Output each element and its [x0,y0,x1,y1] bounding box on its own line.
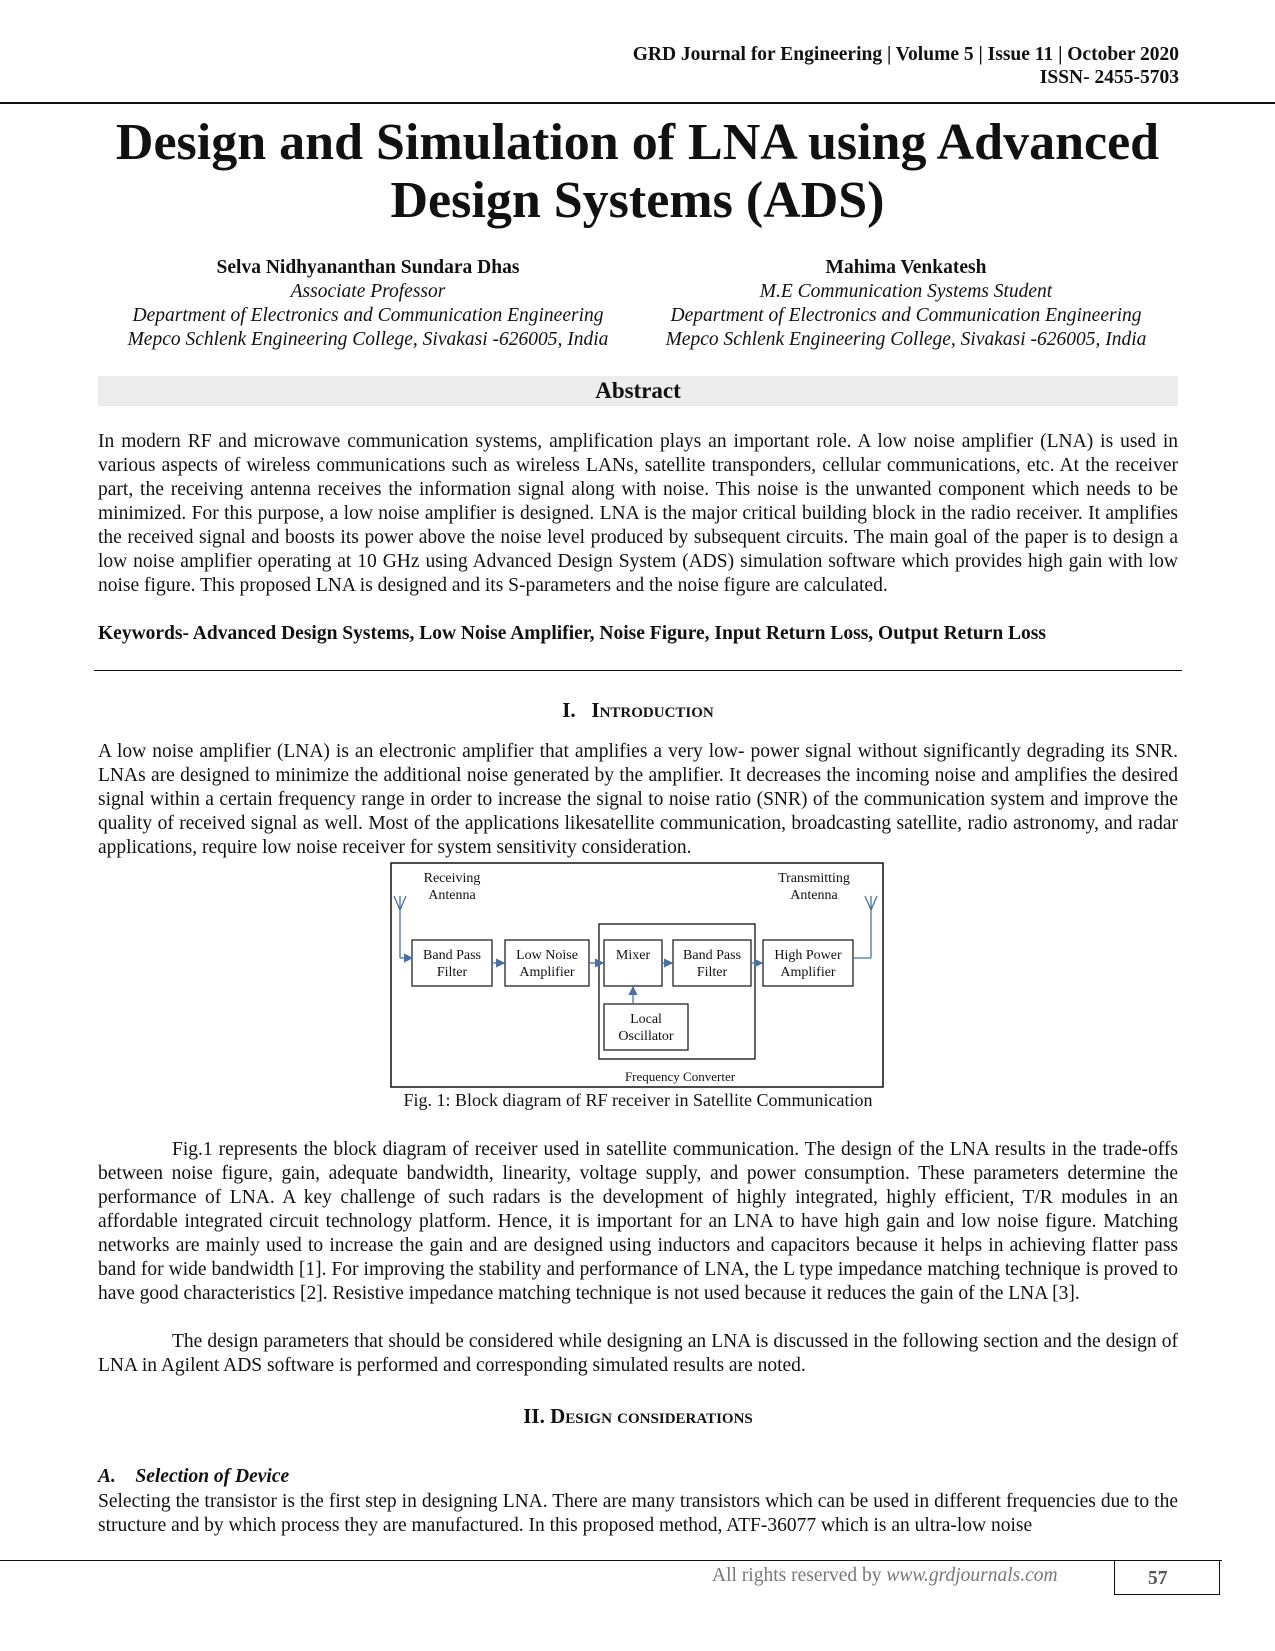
subsection-title: Selection of Device [135,1466,290,1487]
author-institution: Mepco Schlenk Engineering College, Sivakasi -626005, India [127,329,609,350]
header-rule [0,102,1275,104]
mixer-label: Mixer [615,948,651,963]
lna-label-1: Low Noise [516,948,578,963]
journal-header: GRD Journal for Engineering | Volume 5 | Issue 11 | October 2020 [632,44,1179,65]
receiving-antenna-icon [394,896,406,958]
author-department: Department of Electronics and Communication Engineering [132,305,604,326]
hpa-label-2: Amplifier [780,965,836,980]
title-line-1: Design and Simulation of LNA using Advanced [115,114,1160,171]
design-paragraph-1: Selecting the transistor is the first step in designing LNA. There are many transistors which can be used in different frequencies due to the structure and by which process they are manufactured. In this proposed method, ATF-36077 which is an ultra-low noise [98,1491,1178,1536]
receiving-antenna-label-2: Antenna [428,888,476,903]
intro-paragraph-3-text: The design parameters that should be considered while designing an LNA is discussed in the following section and the design of LNA in Agilent ADS software is performed and corresponding simulated results are noted. [98,1331,1178,1376]
figure-1-caption: Fig. 1: Block diagram of RF receiver in Satellite Communication [403,1090,873,1110]
section-numeral: II. [523,1404,545,1428]
intro-paragraph-2-text: Fig.1 represents the block diagram of receiver used in satellite communication. The design of the LNA results in the trade-offs between noise figure, gain, adequate bandwidth, linearity, voltage supply, and power consumption. These parameters determine the performance of LNA. A key challenge of such radars is the development of highly integrated, highly efficient, T/R modules in an affordable integrated circuit technology platform. Hence, it is important for an LNA to have high gain and low noise figure. Matching networks are mainly used to increase the gain and are designed using inductors and capacitors because it helps in achieving flatter pass band for wide bandwidth [1]. For improving the stability and performance of LNA, the L type impedance matching technique is proved to have good characteristics [2]. Resistive impedance matching technique is not used because it reduces the gain of the LNA [3]. [98,1139,1178,1304]
paper-title [60,114,1215,230]
lo-label-2: Oscillator [618,1029,674,1044]
bpf1-label-2: Filter [436,965,468,980]
bpf2-label-1: Band Pass [683,948,741,963]
subsection-heading [98,1466,289,1488]
section-title: Introduction [591,698,714,722]
design-heading [98,1404,1178,1429]
intro-paragraph-1: A low noise amplifier (LNA) is an electronic amplifier that amplifies a very low- power signal without significantly degrading its SNR. LNAs are designed to minimize the additional noise generated by the amplifier. It decreases the incoming noise and amplifies the desired signal within a certain frequency range in order to increase the signal to noise ratio (SNR) of the communication system and improve the quality of received signal as well. Most of the applications likesatellite communication, broadcasting satellite, radio astronomy, and radar applications, require low noise receiver for system sensitivity consideration. [98,741,1178,858]
issn-header: ISSN- 2455-5703 [1039,67,1179,88]
abstract-rule [94,670,1182,671]
mixer-block [604,940,662,986]
frequency-converter-label: Frequency Converter [624,1069,736,1084]
author-block-1 [98,256,638,352]
intro-paragraph-2 [98,1138,1178,1306]
author-name: Mahima Venkatesh [825,257,987,278]
hpa-label-1: High Power [774,948,842,963]
intro-heading [98,698,1178,723]
abstract-heading: Abstract [98,376,1178,406]
section-title: Design considerations [550,1404,753,1428]
keywords: Keywords- Advanced Design Systems, Low Noise Amplifier, Noise Figure, Input Return Loss, Output Return Loss [98,623,1046,644]
bpf2-label-2: Filter [696,965,728,980]
author-role: M.E Communication Systems Student [759,281,1053,302]
author-role: Associate Professor [290,281,446,302]
intro-paragraph-3 [98,1330,1178,1378]
transmitting-antenna-icon [865,896,877,958]
author-institution: Mepco Schlenk Engineering College, Sivakasi -626005, India [665,329,1147,350]
footer-site-link[interactable]: www.grdjournals.com [886,1565,1058,1586]
title-line-2: Design Systems (ADS) [390,172,885,229]
footer-rights-text: All rights reserved by [712,1565,887,1586]
subsection-label: A. [98,1466,116,1487]
author-department: Department of Electronics and Communication Engineering [670,305,1142,326]
bpf1-label-1: Band Pass [423,948,481,963]
receiving-antenna-label: Receiving [423,871,481,886]
author-name: Selva Nidhyananthan Sundara Dhas [216,257,520,278]
author-block-2 [636,256,1176,352]
transmitting-antenna-label-2: Antenna [790,888,838,903]
section-numeral: I. [562,698,576,722]
lna-label-2: Amplifier [519,965,575,980]
footer-rule [0,1560,1222,1561]
lo-label-1: Local [630,1012,662,1027]
footer-copyright [712,1565,1058,1587]
figure-1-block-diagram [390,862,884,1088]
abstract-text: In modern RF and microwave communication systems, amplification plays an important role. A low noise amplifier (LNA) is used in various aspects of wireless communications such as wireless LANs, satellite transponders, cellular communications, etc. At the receiver part, the receiving antenna receives the information signal along with noise. This noise is the unwanted component which needs to be minimized. For this purpose, a low noise amplifier is designed. LNA is the major critical building block in the radio receiver. It amplifies the received signal and boosts its power above the noise level produced by subsequent circuits. The main goal of the paper is to design a low noise amplifier operating at 10 GHz using Advanced Design System (ADS) simulation software which provides high gain with low noise figure. This proposed LNA is designed and its S-parameters and the noise figure are calculated. [98,431,1178,596]
transmitting-antenna-label: Transmitting [778,871,850,886]
page-number: 57 [1148,1568,1168,1589]
